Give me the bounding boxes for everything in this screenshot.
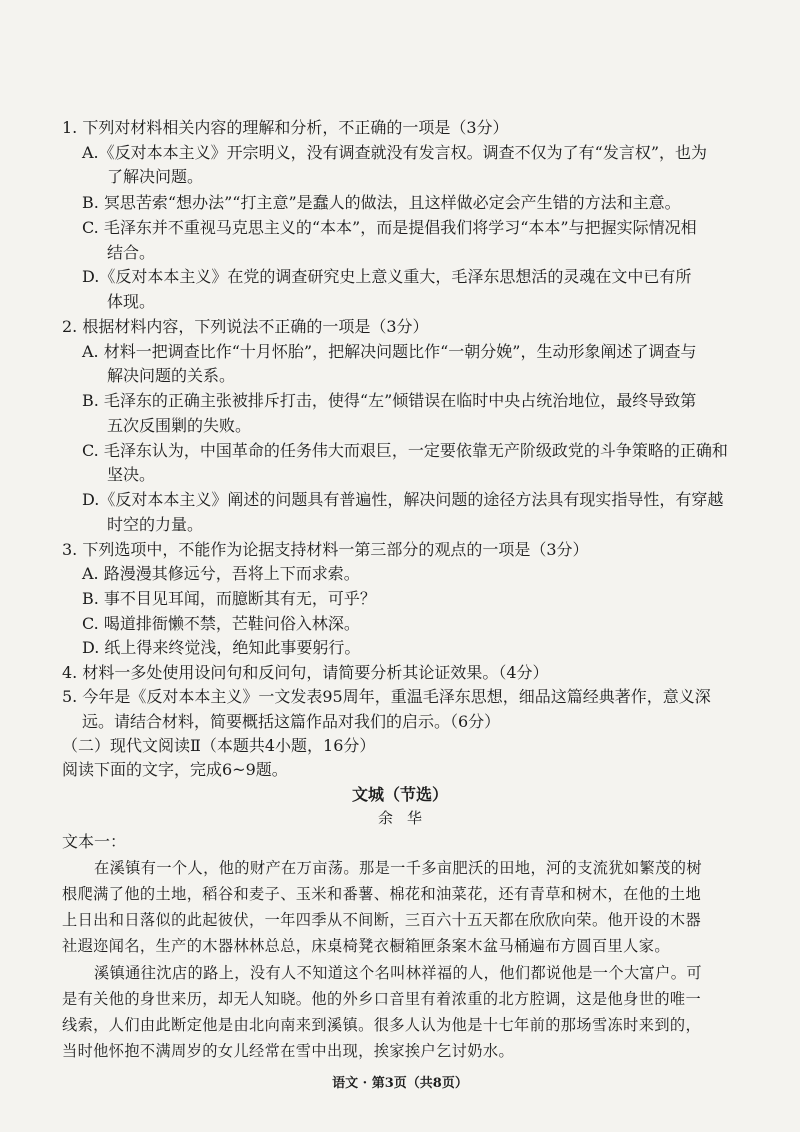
question-2-option-c-cont: 坚决。 xyxy=(107,465,156,484)
passage-paragraph-1-line-2: 根爬满了他的土地，稻谷和麦子、玉米和番薯、棉花和油菜花，还有青草和树木，在他的土地 xyxy=(62,885,702,903)
question-3-option-a: A. 路漫漫其修远兮，吾将上下而求索。 xyxy=(82,564,360,583)
passage-paragraph-2-line-1: 溪镇通往沈店的路上，没有人不知道这个名叫林祥福的人，他们都说他是一个大富户。可 xyxy=(94,964,702,982)
passage-author: 余华 xyxy=(377,809,436,827)
passage-title: 文城（节选） xyxy=(351,785,448,804)
passage-paragraph-1-line-4: 社遐迩闻名，生产的木器林林总总，床桌椅凳衣橱箱匣条案木盆马桶遍布方圆百里人家。 xyxy=(62,937,670,955)
question-3-stem: 3. 下列选项中，不能作为论据支持材料一第三部分的观点的一项是（3分） xyxy=(62,540,589,559)
question-1-option-c: C. 毛泽东并不重视马克思主义的“本本”，而是提倡我们将学习“本本”与把握实际情况相 xyxy=(82,218,697,237)
question-2-option-a: A. 材料一把调查比作“十月怀胎”，把解决问题比作“一朝分娩”，生动形象阐述了调查与 xyxy=(82,342,697,361)
question-1-option-a-cont: 了解决问题。 xyxy=(107,167,204,186)
question-1-option-d: D.《反对本本主义》在党的调查研究史上意义重大，毛泽东思想活的灵魂在文中已有所 xyxy=(82,267,692,286)
passage-paragraph-2-line-3: 线索，人们由此断定他是由北向南来到溪镇。很多人认为他是十七年前的那场雪冻时来到的， xyxy=(62,1016,702,1034)
question-4-stem: 4. 材料一多处使用设问句和反问句，请简要分析其论证效果。（4分） xyxy=(62,663,549,682)
question-3-option-b: B. 事不目见耳闻，而臆断其有无，可乎？ xyxy=(82,589,376,608)
question-3-option-c: C. 喝道排衙懒不禁，芒鞋问俗入林深。 xyxy=(82,614,360,633)
question-2-option-d-cont: 时空的力量。 xyxy=(107,515,204,534)
passage-paragraph-1-line-1: 在溪镇有一个人，他的财产在万亩荡。那是一千多亩肥沃的田地，河的支流犹如繁茂的树 xyxy=(94,859,702,877)
page-footer: 语文 · 第3页（共8页） xyxy=(332,1076,468,1091)
question-1-option-a: A.《反对本本主义》开宗明义，没有调查就没有发言权。调查不仅为了有“发言权”，也为 xyxy=(82,143,708,162)
question-1-option-c-cont: 结合。 xyxy=(107,243,156,262)
section-instruction: 阅读下面的文字，完成6~9题。 xyxy=(62,760,288,779)
passage-paragraph-1-line-3: 上日出和日落似的此起彼伏，一年四季从不间断，三百六十五天都在欣欣向荣。他开设的木器 xyxy=(62,911,702,929)
passage-label: 文本一： xyxy=(62,832,127,851)
section-heading: （二）现代文阅读Ⅱ（本题共4小题，16分） xyxy=(62,736,376,755)
question-1-stem: 1. 下列对材料相关内容的理解和分析，不正确的一项是（3分） xyxy=(62,118,509,137)
question-2-stem: 2. 根据材料内容，下列说法不正确的一项是（3分） xyxy=(62,317,429,336)
question-2-option-a-cont: 解决问题的关系。 xyxy=(107,366,236,385)
question-1-option-b: B. 冥思苦索“想办法”“打主意”是蠢人的做法，且这样做必定会产生错的方法和主意。 xyxy=(82,193,681,212)
question-2-option-d: D.《反对本本主义》阐述的问题具有普遍性，解决问题的途径方法具有现实指导性，有穿越 xyxy=(82,490,724,509)
question-3-option-d: D. 纸上得来终觉浅，绝知此事要躬行。 xyxy=(82,638,361,657)
question-2-option-c: C. 毛泽东认为，中国革命的任务伟大而艰巨，一定要依靠无产阶级政党的斗争策略的正确和 xyxy=(82,441,728,460)
question-5-stem: 5. 今年是《反对本本主义》一文发表95周年，重温毛泽东思想，细品这篇经典著作，意义深 xyxy=(62,687,711,706)
passage-paragraph-2-line-2: 是有关他的身世来历，却无人知晓。他的外乡口音里有着浓重的北方腔调，这是他身世的唯一 xyxy=(62,990,702,1008)
question-1-option-d-cont: 体现。 xyxy=(107,292,156,311)
question-2-option-b: B. 毛泽东的正确主张被排斥打击，使得“左”倾错误在临时中央占统治地位，最终导致第 xyxy=(82,391,697,410)
question-5-stem-cont: 远。请结合材料，简要概括这篇作品对我们的启示。（6分） xyxy=(82,712,501,731)
passage-paragraph-2-line-4: 当时他怀抱不满周岁的女儿经常在雪中出现，挨家挨户乞讨奶水。 xyxy=(62,1042,515,1060)
question-2-option-b-cont: 五次反围剿的失败。 xyxy=(107,416,252,435)
